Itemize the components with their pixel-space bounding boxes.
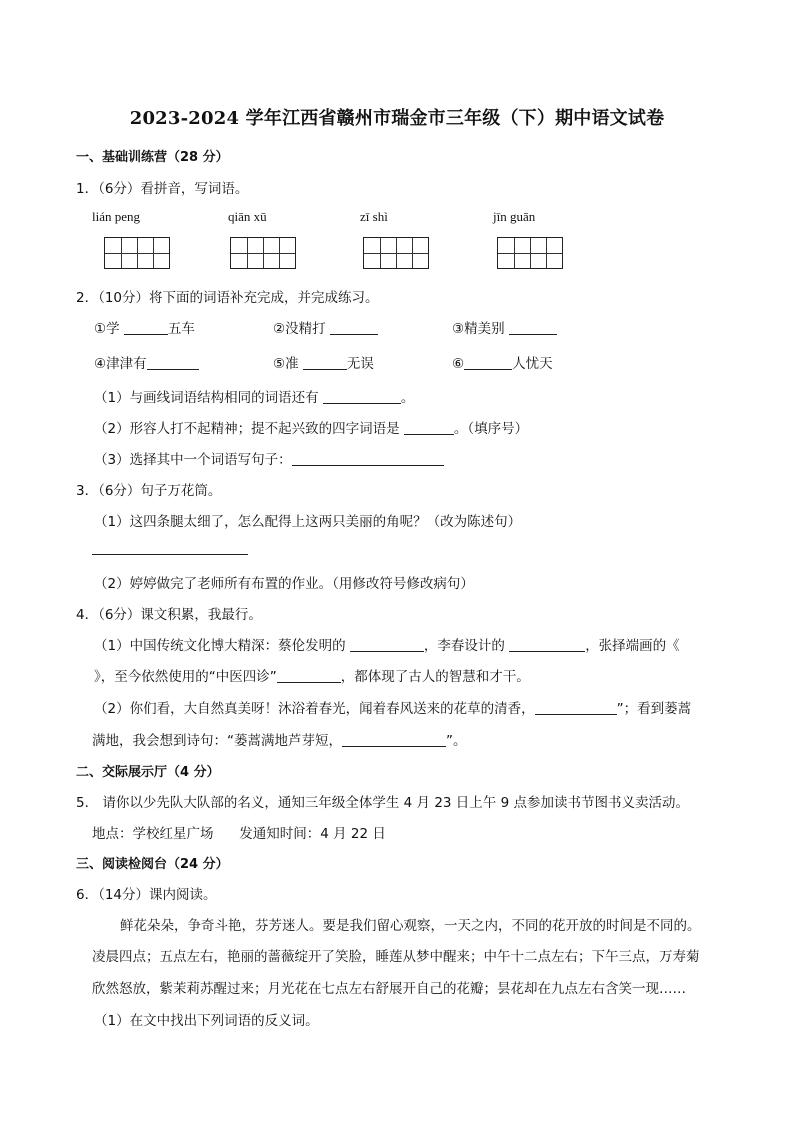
section-3-heading: 三、阅读检阅台（24 分） — [76, 857, 229, 872]
idiom-item-1: ①学 五车 — [94, 321, 195, 337]
q4-blank-4[interactable] — [535, 700, 617, 715]
pinyin-2: qiān xū — [228, 209, 267, 224]
pinyin-4: jīn guān — [493, 209, 536, 224]
question-2-stem: 2．（10分）将下面的词语补充完成，并完成练习。 — [76, 290, 379, 306]
question-4-stem: 4．（6分）课文积累，我最行。 — [76, 607, 262, 623]
q2-sub3: （3）选择其中一个词语写句子： — [94, 448, 444, 468]
idiom-item-2: ②没精打 — [273, 317, 378, 337]
q4-blank-2[interactable] — [509, 637, 585, 652]
idiom-blank-1[interactable] — [124, 320, 168, 335]
q3-sub1: （1）这四条腿太细了，怎么配得上这两只美丽的角呢？（改为陈述句） — [94, 514, 522, 530]
page-title: 2023-2024 学年江西省赣州市瑞金市三年级（下）期中语文试卷 — [129, 108, 665, 129]
q3-answer-line[interactable] — [92, 554, 248, 555]
idiom-blank-6[interactable] — [464, 355, 512, 370]
q4-blank-5[interactable] — [342, 732, 446, 747]
passage-line-2: 凌晨四点；五点左右，艳丽的蔷薇绽开了笑脸，睡莲从梦中醒来；中午十二点左右；下午三点，万寿菊 — [92, 949, 700, 965]
writing-grid-1[interactable] — [104, 237, 170, 269]
q2-sub1: （1）与画线词语结构相同的词语还有 。 — [94, 390, 415, 406]
question-6-stem: 6．（14分）课内阅读。 — [76, 887, 217, 903]
q6-sub1: （1）在文中找出下列词语的反义词。 — [94, 1013, 319, 1029]
q4-blank-1[interactable] — [350, 637, 424, 652]
pinyin-3: zī shì — [360, 209, 388, 224]
pinyin-1: lián peng — [92, 209, 141, 224]
idiom-blank-4[interactable] — [147, 355, 199, 370]
q4-line-4: 满地，我会想到诗句：“蒌蒿满地芦芽短， ”。 — [92, 733, 467, 749]
idiom-blank-2[interactable] — [330, 320, 378, 335]
q4-blank-3[interactable] — [277, 668, 341, 683]
idiom-item-3: ③精美别 — [452, 317, 557, 337]
question-5-stem: 5． 请你以少先队大队部的名义，通知三年级全体学生 4 月 23 日上午 9 点参加读书节图书义卖活动。 — [76, 795, 689, 811]
q2-sub2-blank[interactable] — [404, 420, 454, 435]
idiom-blank-5[interactable] — [303, 355, 347, 370]
section-2-heading: 二、交际展示厅（4 分） — [76, 765, 220, 780]
writing-grid-2[interactable] — [230, 237, 296, 269]
question-1-stem: 1．（6分）看拼音，写词语。 — [76, 181, 249, 197]
idiom-item-4: ④津津有 — [94, 352, 199, 372]
q4-line-2: 》，至今依然使用的“中医四诊” ，都体现了古人的智慧和才干。 — [94, 669, 530, 685]
writing-grid-3[interactable] — [363, 237, 429, 269]
section-1-heading: 一、基础训练营（28 分） — [76, 150, 229, 165]
q2-sub3-blank[interactable] — [292, 451, 444, 466]
q2-sub2: （2）形容人打不起精神；提不起兴致的四字词语是 。（填序号） — [94, 421, 529, 437]
q2-sub1-blank[interactable] — [323, 389, 401, 404]
idiom-blank-3[interactable] — [509, 320, 557, 335]
writing-grid-4[interactable] — [497, 237, 563, 269]
idiom-item-5: ⑤准 无误 — [273, 356, 374, 372]
passage-line-1: 鲜花朵朵，争奇斗艳，芬芳迷人。要是我们留心观察，一天之内，不同的花开放的时间是不同的。 — [120, 918, 701, 934]
q3-sub2: （2）婷婷做完了老师所有布置的作业。（用修改符号修改病句） — [94, 576, 474, 592]
q4-line-3: （2）你们看，大自然真美呀！沐浴着春光，闻着春风送来的花草的清香， ”；看到蒌蒿 — [94, 701, 692, 717]
idiom-item-6: ⑥ 人忧天 — [452, 356, 553, 372]
question-3-stem: 3．（6分）句子万花筒。 — [76, 483, 222, 499]
q5-info: 地点：学校红星广场 发通知时间：4 月 22 日 — [92, 826, 386, 842]
q4-line-1: （1）中国传统文化博大精深：蔡伦发明的 ，李春设计的 ，张择端画的《 — [94, 638, 680, 654]
passage-line-3: 欣然怒放，紫茉莉苏醒过来；月光花在七点左右舒展开自己的花瓣；昙花却在九点左右含笑一现…… — [92, 981, 686, 997]
